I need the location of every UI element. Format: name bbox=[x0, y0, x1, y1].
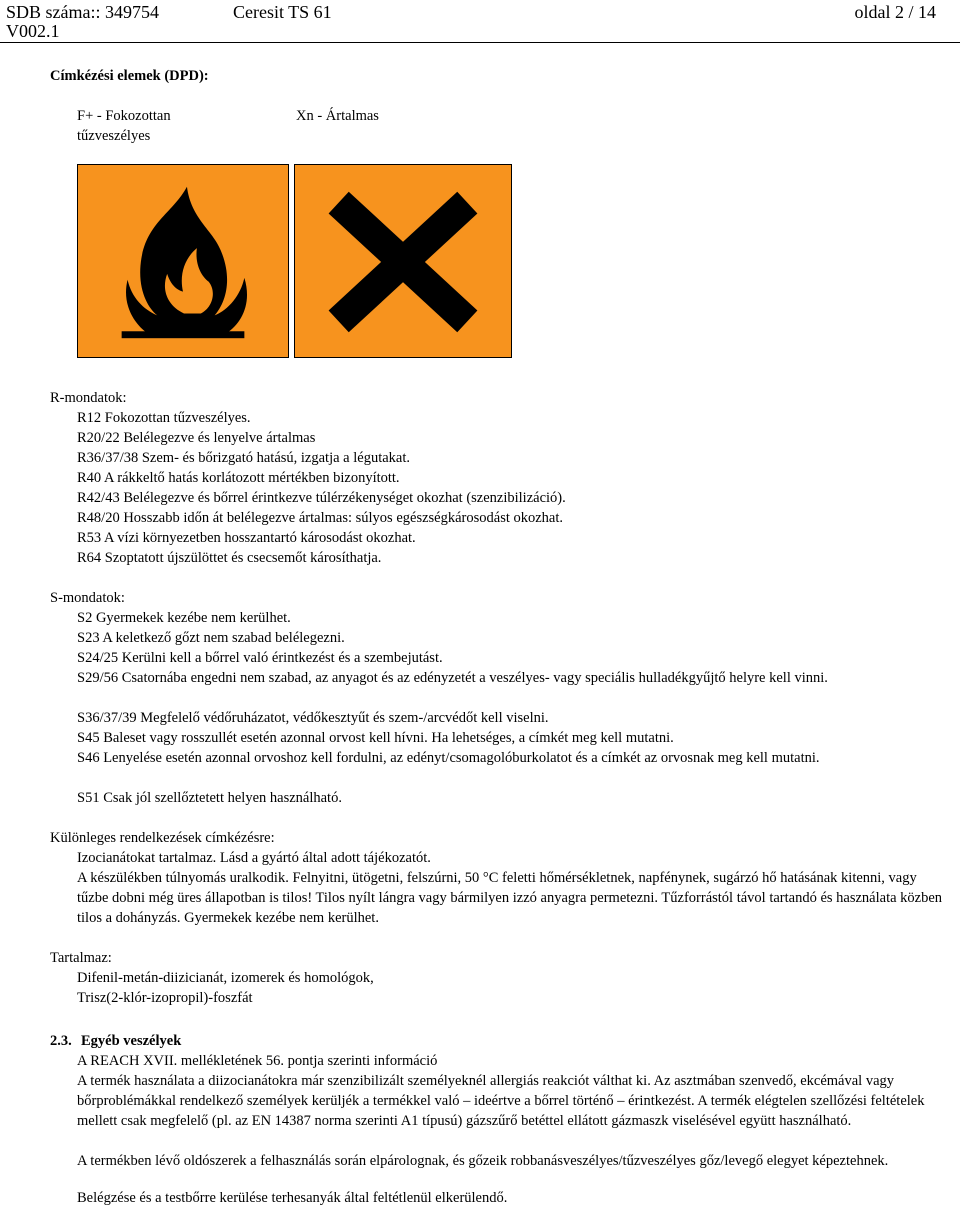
s-phrase-s46: S46 Lenyelése esetén azonnal orvoshoz kell fordulni, az edényt/csomagolóburkolatot és a címkét az orvosnak meg kell mutatni. bbox=[77, 750, 820, 766]
s-phrase-s2: S2 Gyermekek kezébe nem kerülhet. bbox=[77, 610, 291, 626]
section-title: Egyéb veszélyek bbox=[81, 1033, 182, 1049]
contains-heading: Tartalmaz: bbox=[50, 950, 112, 966]
pregnancy-warning: Belégzése és a testbőrre kerülése terhesanyák által feltétlenül elkerülendő. bbox=[77, 1190, 508, 1206]
reach-info-line: A REACH XVII. mellékletének 56. pontja szerinti információ bbox=[77, 1053, 438, 1069]
solvent-paragraph: A termékben lévő oldószerek a felhasználás során elpárolognak, és gőzeik robbanásveszélyes/tűzveszélyes gőz/levegő elegyet képeztehnek. bbox=[77, 1153, 889, 1169]
sensitization-paragraph: A termék használata a diizocianátokra már szenzibilizált személyeknél allergiás reakciót válthat ki. Az asztmában szenvedő, ekcémával vagy bőrproblémákkal rendelkező személyek kerüljék a termékkel való – ideértve a bőrrel történő – érintkezést. A termék elégtelen szellőzési feltételek mellett csak megfelelő (pl. az EN 14387 norma szerinti A1 típusú) gázszűrő betéttel ellátott gázmaszk viselésével együtt használható. bbox=[77, 1073, 925, 1129]
symbol-label-xn: Xn - Ártalmas bbox=[296, 108, 379, 124]
contains-item: Trisz(2-klór-izopropil)-foszfát bbox=[77, 990, 253, 1006]
s-phrase-s23: S23 A keletkező gőzt nem szabad belélegezni. bbox=[77, 630, 345, 646]
section-number: 2.3. bbox=[50, 1033, 72, 1049]
r-phrase-r20-22: R20/22 Belélegezve és lenyelve ártalmas bbox=[77, 430, 316, 446]
symbol-label-f-plus: F+ - Fokozottan tűzveszélyes bbox=[77, 108, 171, 144]
r-phrases-heading: R-mondatok: bbox=[50, 390, 127, 406]
r-phrase-r42-43: R42/43 Belélegezve és bőrrel érintkezve túlérzékenységet okozhat (szenzibilizáció). bbox=[77, 490, 566, 506]
s-phrase-s51: S51 Csak jól szellőztetett helyen használható. bbox=[77, 790, 342, 806]
labeling-title: Címkézési elemek (DPD): bbox=[50, 68, 209, 84]
product-name: Ceresit TS 61 bbox=[233, 2, 332, 22]
special-provision-isocyanates: Izocianátokat tartalmaz. Lásd a gyártó által adott tájékozatót. bbox=[77, 850, 431, 866]
r-phrase-r12: R12 Fokozottan tűzveszélyes. bbox=[77, 410, 251, 426]
flame-icon bbox=[77, 164, 289, 358]
r-phrase-r48-20: R48/20 Hosszabb időn át belélegezve ártalmas: súlyos egészségkárosodást okozhat. bbox=[77, 510, 564, 526]
page-header bbox=[0, 0, 960, 42]
s-phrase-s24-25: S24/25 Kerülni kell a bőrrel való érintkezést és a szembejutást. bbox=[77, 650, 443, 666]
r-phrase-r64: R64 Szoptatott újszülöttet és csecsemőt károsíthatja. bbox=[77, 550, 382, 566]
cross-icon bbox=[294, 164, 512, 358]
s-phrases-heading: S-mondatok: bbox=[50, 590, 125, 606]
s-phrase-s29-56: S29/56 Csatornába engedni nem szabad, az anyagot és az edényzetét a veszélyes- vagy speciális hulladékgyűjtő helyre kell vinni. bbox=[77, 670, 828, 686]
contains-item: Difenil-metán-diizicianát, izomerek és homológok, bbox=[77, 970, 374, 986]
header-rule bbox=[0, 42, 960, 43]
r-phrase-r40: R40 A rákkeltő hatás korlátozott mértékben bizonyított. bbox=[77, 470, 400, 486]
r-phrase-r53: R53 A vízi környezetben hosszantartó károsodást okozhat. bbox=[77, 530, 416, 546]
s-phrase-s36-37-39: S36/37/39 Megfelelő védőruházatot, védőkesztyűt és szem-/arcvédőt kell viselni. bbox=[77, 710, 549, 726]
special-provisions-heading: Különleges rendelkezések címkézésre: bbox=[50, 830, 275, 846]
special-provision-pressure: A készülékben túlnyomás uralkodik. Felnyitni, ütögetni, felszúrni, 50 °C feletti hőmérsékletnek, napfénynek, sugárzó hő hatásának kitenni, vagy tűzbe dobni még üres állapotban is tilos! Tilos nyílt lángra vagy bármilyen izzó anyagra permetezni. Tűzforrástól távol tartandó és használata közben tilos a dohányzás. Gyermekek kezébe nem kerülhet. bbox=[77, 870, 943, 926]
version: V002.1 bbox=[6, 21, 60, 41]
sds-number: SDB száma:: 349754 bbox=[6, 2, 159, 22]
r-phrase-r36-37-38: R36/37/38 Szem- és bőrizgató hatású, izgatja a légutakat. bbox=[77, 450, 410, 466]
page-number: oldal 2 / 14 bbox=[854, 2, 936, 22]
s-phrase-s45: S45 Baleset vagy rosszullét esetén azonnal orvost kell hívni. Ha lehetséges, a címkét meg kell mutatni. bbox=[77, 730, 674, 746]
